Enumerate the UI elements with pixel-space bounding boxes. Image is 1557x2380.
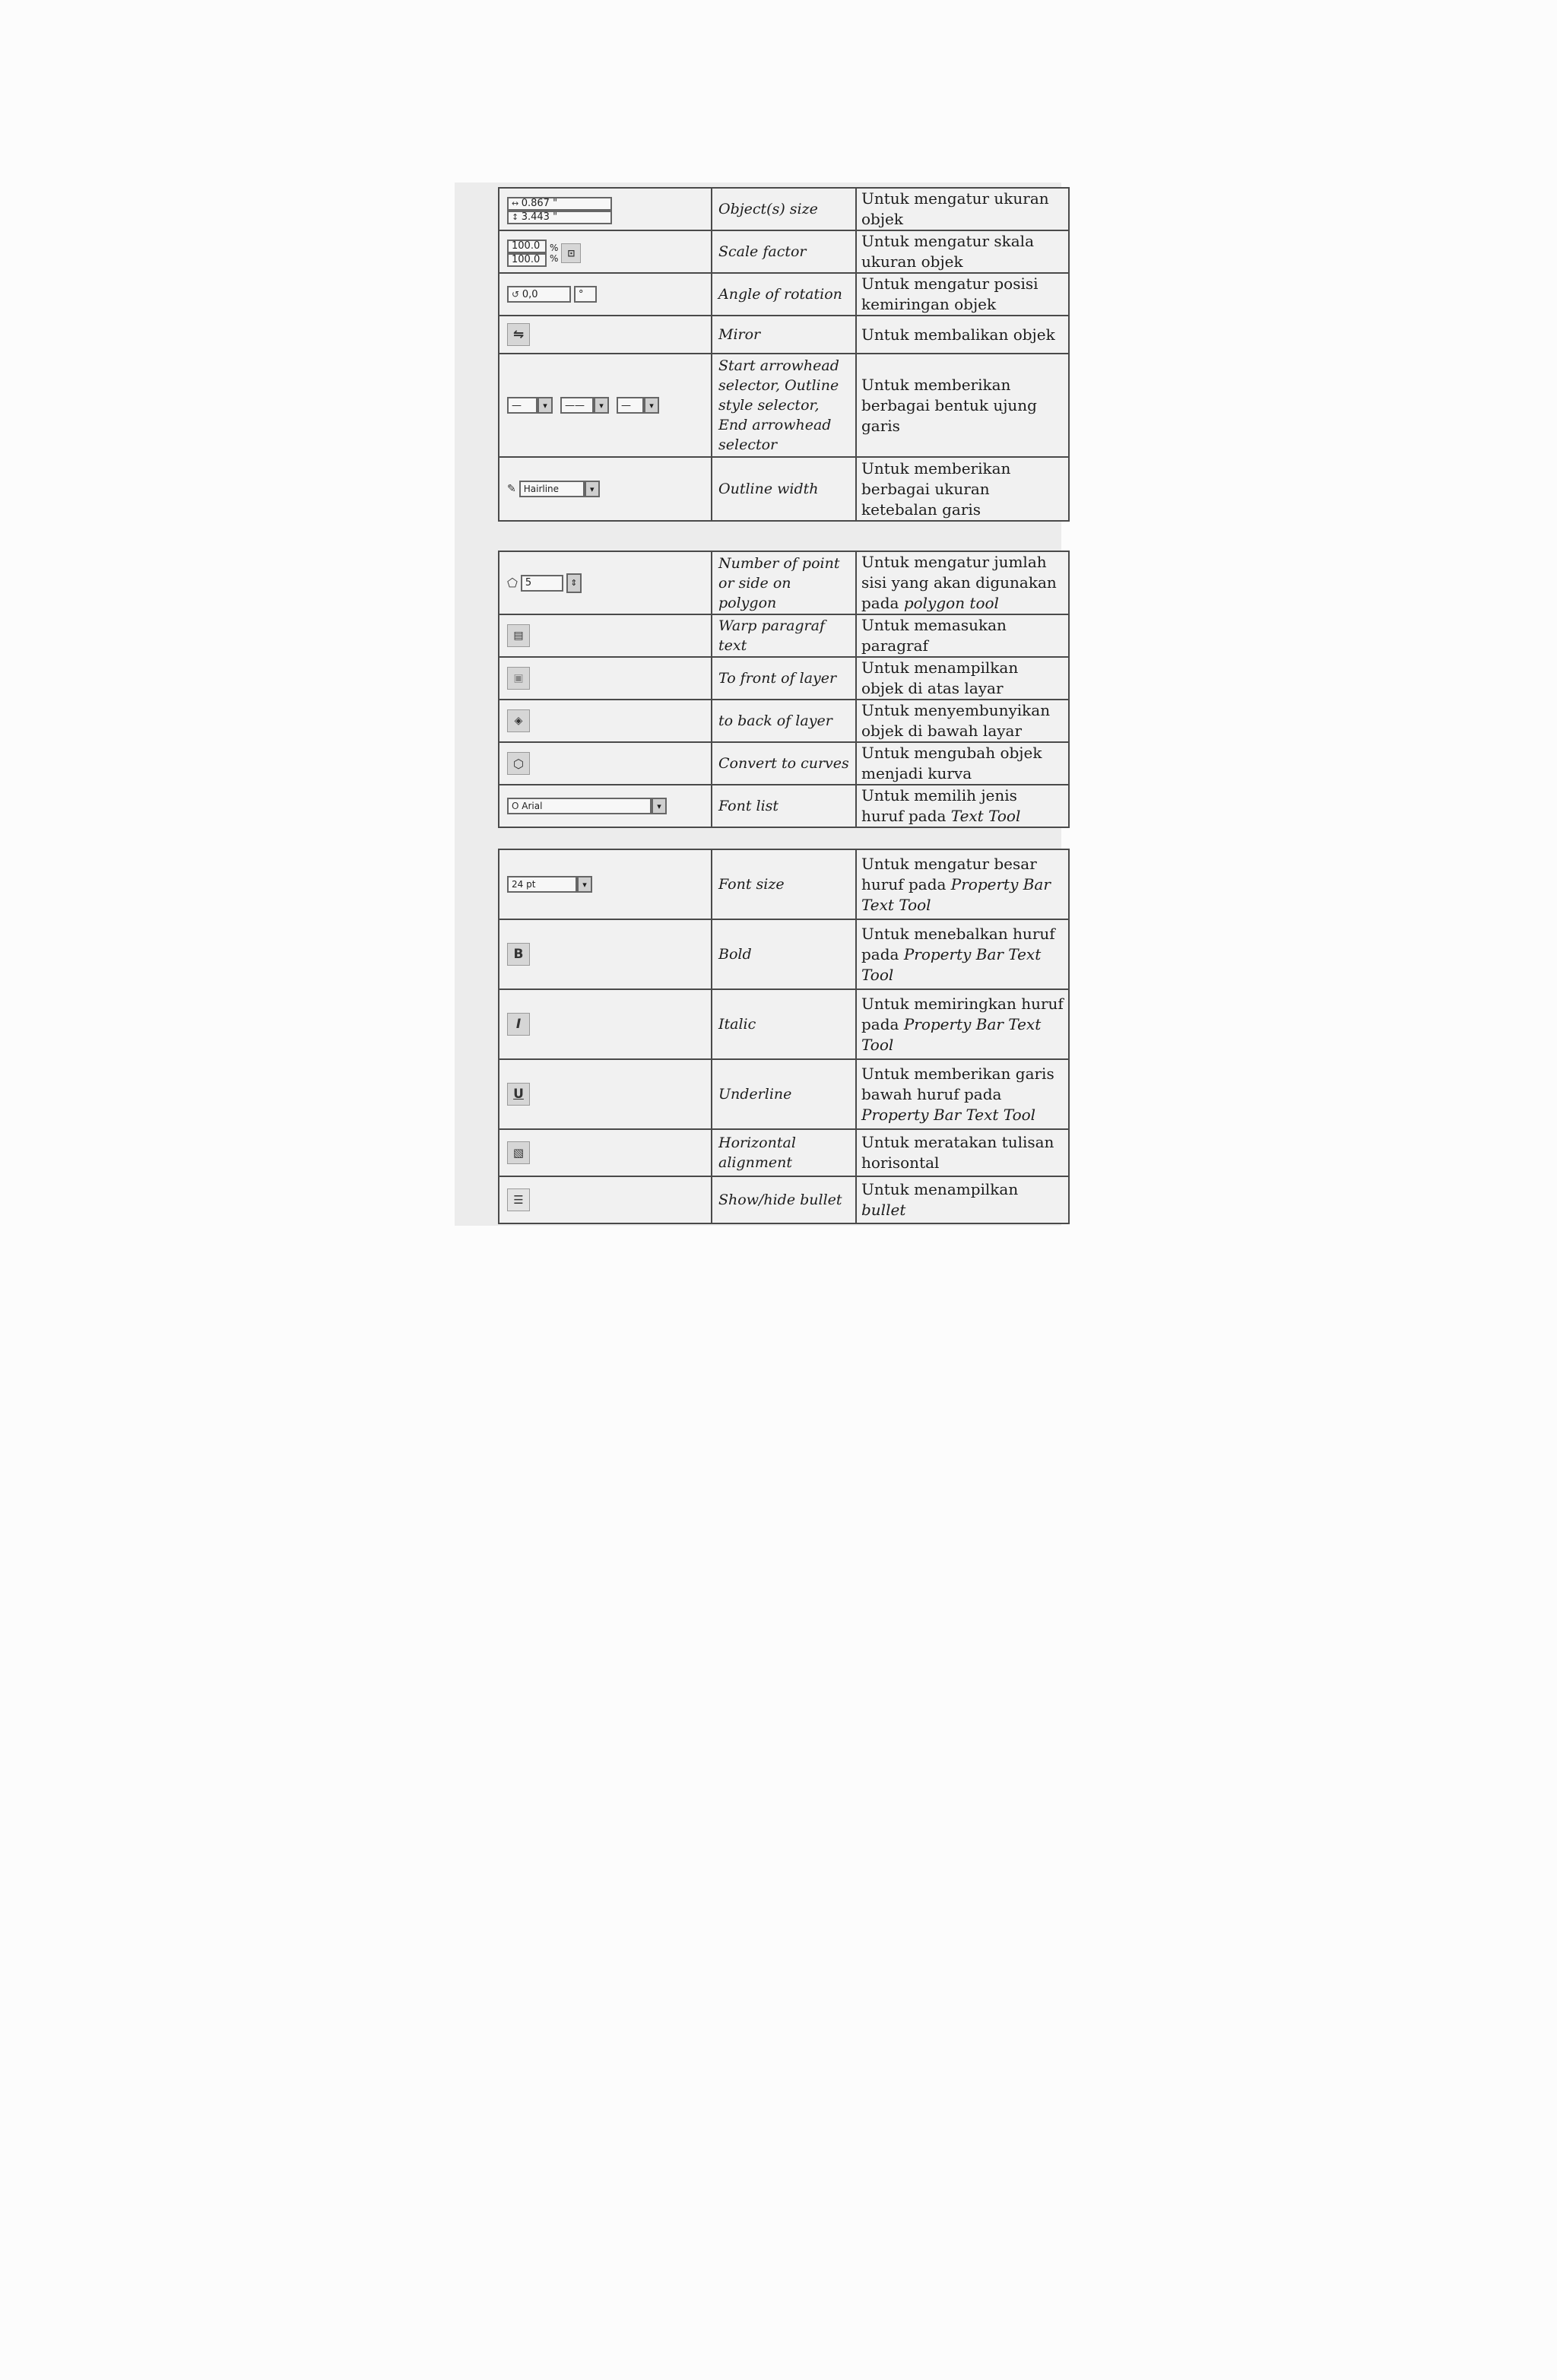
show-hide-bullet-icon: ☰ [507,1188,530,1211]
table-row [499,551,1069,614]
row-name: Miror [718,326,761,343]
font-list-select: O Arial ▾ [507,798,667,814]
table-row [499,849,1069,919]
table-row [499,614,1069,657]
to-front-of-layer-icon: ▣ [507,667,530,690]
row-name: to back of layer [718,712,832,729]
row-name: Show/hide bullet [718,1192,842,1208]
polygon-icon: ⬠ [507,576,518,590]
row-name: Convert to curves [718,755,849,772]
table-row [499,1176,1069,1223]
table-row [499,742,1069,785]
row-desc: Untuk mengatur ukuran objek [861,189,1049,228]
row-desc: Untuk memiringkan huruf pada Property Bar Text Tool [856,989,1069,1059]
row-desc: Untuk menyembunyikan objek di bawah layar [861,701,1051,740]
lock-ratio-icon: ⊡ [561,243,581,263]
row-name: Outline width [718,481,819,497]
row-name: Bold [718,946,752,963]
row-name: Start arrowhead selector, Outline style selector, End arrowhead selector [718,357,839,453]
row-name: To front of layer [718,670,837,687]
row-desc: Untuk memilih jenis huruf pada Text Tool [856,785,1069,827]
table-row [499,188,1069,230]
table-row [499,657,1069,700]
table-row [499,316,1069,354]
bold-icon: B [507,943,530,966]
mirror-icon: ⇋ [507,323,530,346]
row-desc: Untuk mengatur skala ukuran objek [861,232,1035,271]
row-desc: Untuk mengubah objek menjadi kurva [861,744,1042,782]
row-name: Font size [718,876,785,893]
table-row [499,919,1069,989]
row-desc: Untuk memberikan berbagai ukuran ketebalan garis [861,459,1011,519]
row-desc: Untuk memberikan berbagai bentuk ujung garis [861,375,1037,435]
convert-to-curves-icon: ⬡ [507,752,530,775]
end-arrowhead-selector: — ▾ [617,397,659,414]
row-name: Horizontal alignment [718,1134,796,1171]
property-table-2 [498,551,1070,828]
table-row [499,457,1069,521]
table-row [499,700,1069,742]
row-desc: Untuk menebalkan huruf pada Property Bar Text Tool [856,919,1069,989]
row-desc: Untuk memasukan paragraf [861,616,1007,655]
row-name: Angle of rotation [718,286,842,303]
row-name: Number of point or side on polygon [718,554,840,611]
row-name: Font list [718,798,779,814]
table-row [499,1129,1069,1176]
outline-style-selector: —— ▾ [560,397,609,414]
row-name: Italic [718,1016,756,1033]
italic-icon: I [507,1013,530,1036]
warp-paragraph-icon: ▤ [507,624,530,647]
table-row [499,230,1069,273]
row-desc: Untuk menampilkan objek di atas layar [861,658,1019,697]
row-name: Underline [718,1086,792,1103]
pen-icon: ✎ [507,483,516,495]
start-arrowhead-selector: — ▾ [507,397,553,414]
polygon-points-spinner: ⬠ 5 ⇕ [507,573,582,593]
row-desc: Untuk mengatur besar huruf pada Property Bar Text Tool [856,849,1069,919]
arrowhead-selectors [507,397,659,414]
to-back-of-layer-icon: ◈ [507,709,530,732]
scale-factor-fields: 100.0 100.0 % % ⊡ [507,240,581,267]
row-desc: Untuk meratakan tulisan horisontal [861,1133,1054,1172]
row-desc: Untuk menampilkan bullet [856,1176,1069,1223]
table-row [499,354,1069,457]
angle-rotation-field: ↺ 0,0 ° [507,286,597,303]
row-desc: Untuk memberikan garis bawah huruf pada Property Bar Text Tool [856,1059,1069,1129]
property-table-3 [498,849,1070,1224]
row-name: Scale factor [718,243,807,260]
object-size-fields: ↔ 0.867 " ↕ 3.443 " [507,197,612,224]
outline-width-select: ✎ Hairline ▾ [507,481,600,497]
row-name: Warp paragraf text [718,617,825,654]
font-type-icon: O [512,801,522,811]
underline-icon: U [507,1083,530,1106]
font-size-select: 24 pt ▾ [507,876,592,893]
row-desc: Untuk membalikan objek [861,325,1055,344]
row-name: Object(s) size [718,201,818,217]
row-desc: Untuk mengatur jumlah sisi yang akan digunakan pada polygon tool [856,551,1069,614]
table-row [499,1059,1069,1129]
icon-cell [499,188,712,230]
scanned-page [455,182,1064,1226]
horizontal-alignment-icon: ▧ [507,1141,530,1164]
property-table-1 [498,187,1070,522]
table-row [499,273,1069,316]
table-row [499,785,1069,827]
table-row [499,989,1069,1059]
row-desc: Untuk mengatur posisi kemiringan objek [861,274,1039,313]
